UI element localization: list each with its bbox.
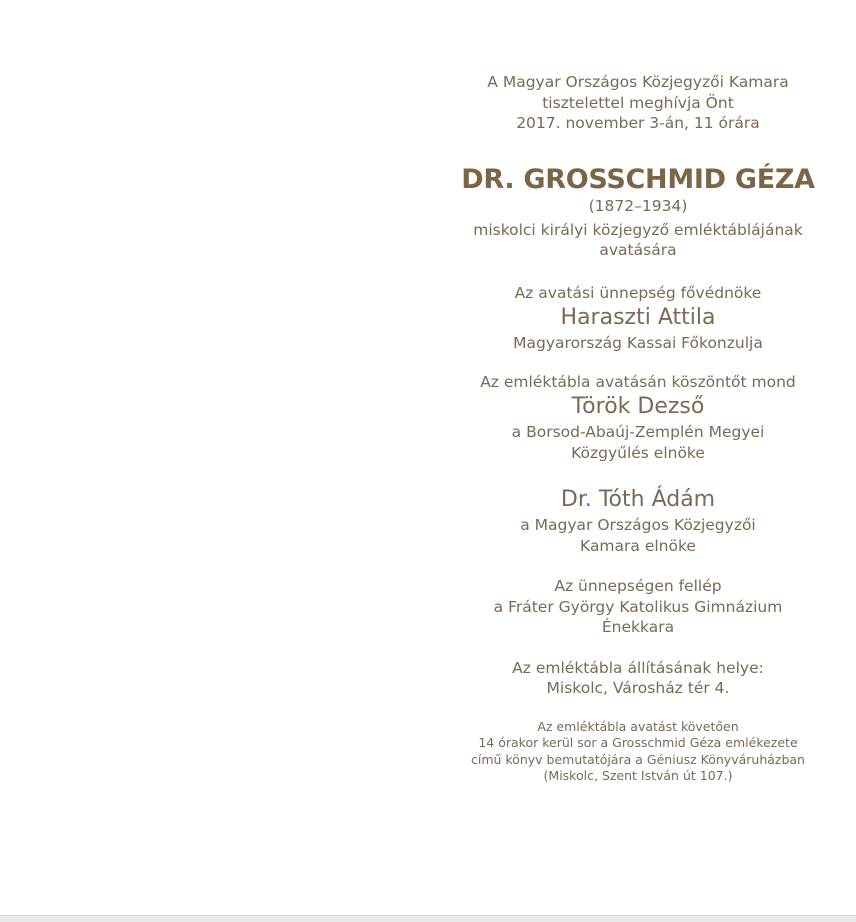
footnote-block bbox=[428, 719, 848, 785]
performers-label: Az ünnepségen fellép bbox=[554, 577, 722, 595]
performers-section bbox=[428, 576, 848, 638]
speaker-label: Az emléktábla avatásán köszöntőt mond bbox=[480, 372, 796, 391]
venue-section bbox=[428, 658, 848, 699]
page-bottom-edge bbox=[0, 915, 856, 922]
footnote-line-2: 14 órakor kerül sor a Grosschmid Géza emlékezete bbox=[478, 735, 798, 750]
venue-label: Az emléktábla állításának helye: bbox=[512, 658, 764, 677]
honoree-name: DR. GROSSCHMID GÉZA bbox=[461, 163, 815, 195]
invitation-text-column bbox=[428, 72, 848, 785]
speaker-name: Török Dezső bbox=[571, 394, 705, 419]
occasion-line-2: avatására bbox=[599, 241, 677, 259]
patron-title: Magyarország Kassai Főkonzulja bbox=[513, 334, 763, 352]
intro-line-invite: tisztelettel meghívja Önt bbox=[542, 93, 734, 112]
footnote-line-4: (Miskolc, Szent István út 107.) bbox=[543, 768, 733, 783]
chairman-section bbox=[428, 485, 848, 556]
occasion-line-1: miskolci királyi közjegyző emléktáblájának bbox=[473, 220, 803, 239]
performers-line-2: Énekkara bbox=[601, 618, 675, 636]
footnote-line-1: Az emléktábla avatást követően bbox=[537, 718, 739, 734]
speaker-section bbox=[428, 372, 848, 464]
speaker-title-line-1: a Borsod-Abaúj-Zemplén Megyei bbox=[511, 423, 765, 441]
venue-address: Miskolc, Városház tér 4. bbox=[546, 679, 730, 697]
patron-label: Az avatási ünnepség fővédnöke bbox=[514, 283, 762, 302]
intro-line-host: A Magyar Országos Közjegyzői Kamara bbox=[487, 73, 789, 91]
footnote-line-3: című könyv bemutatójára a Géniusz Könyváruházban bbox=[471, 751, 805, 767]
chairman-title-line-1: a Magyar Országos Közjegyzői bbox=[520, 516, 756, 534]
occasion-block bbox=[428, 220, 848, 261]
patron-section bbox=[428, 283, 848, 354]
chairman-name: Dr. Tóth Ádám bbox=[560, 487, 716, 512]
performers-line-1: a Fráter György Katolikus Gimnázium bbox=[493, 597, 783, 616]
chairman-title-line-2: Kamara elnöke bbox=[580, 536, 696, 555]
intro-block bbox=[428, 72, 848, 134]
speaker-title-line-2: Közgyűlés elnöke bbox=[571, 443, 705, 462]
honoree-years: (1872–1934) bbox=[588, 196, 688, 215]
intro-line-date: 2017. november 3-án, 11 órára bbox=[516, 114, 760, 132]
patron-name: Haraszti Attila bbox=[560, 305, 716, 330]
